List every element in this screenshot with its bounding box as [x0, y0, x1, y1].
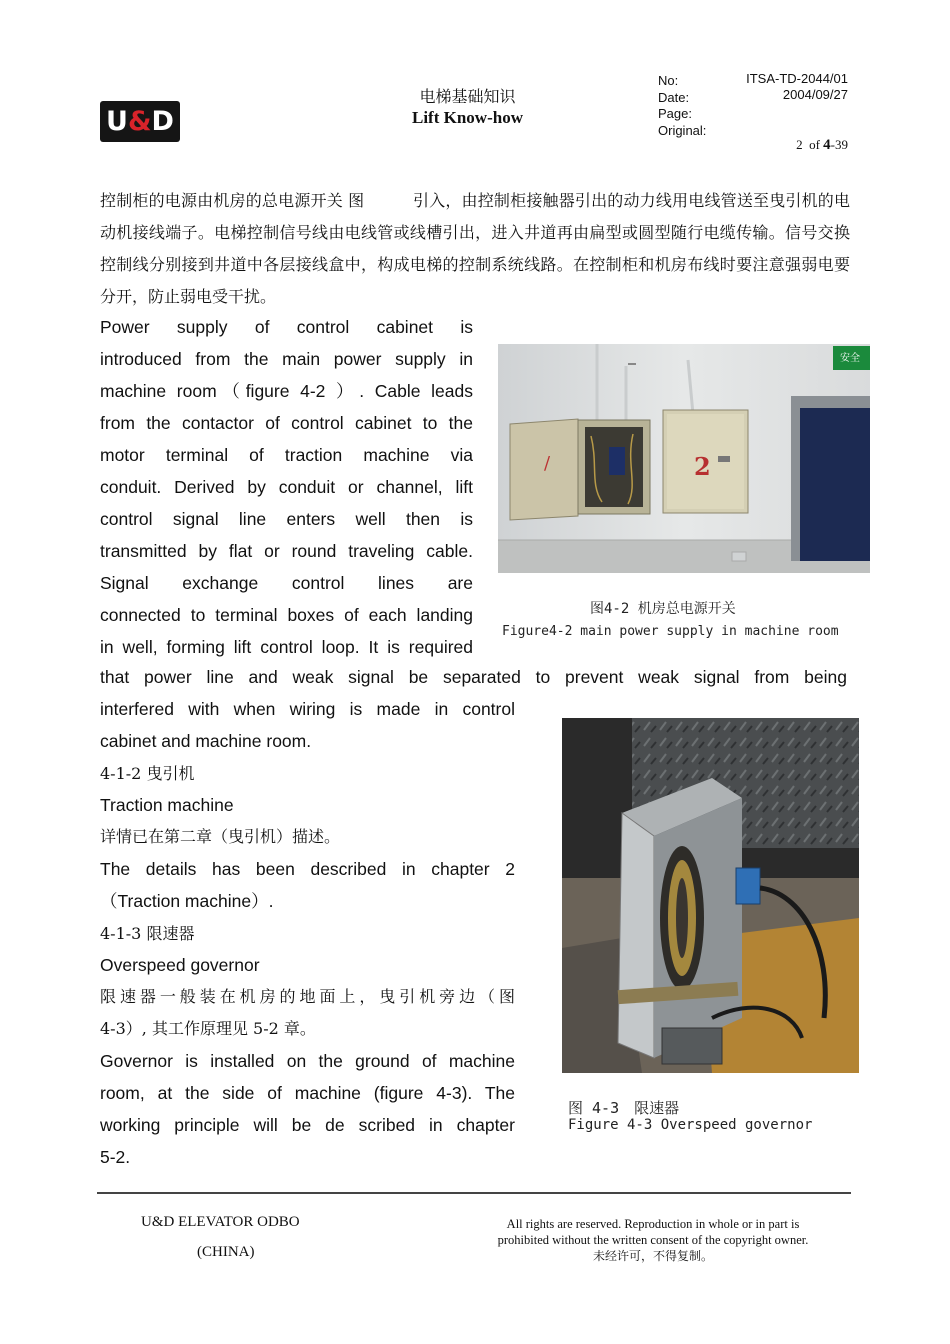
para-line: interfered with when wiring is made in control: [100, 699, 515, 719]
para-line: conduit. Derived by conduit or channel, lift: [100, 477, 473, 497]
copyright-line-2: prohibited without the written consent of the copyright owner.: [497, 1233, 809, 1247]
company-logo: [100, 101, 180, 142]
section-4-1-2-heading-cn: 4-1-2 曳引机: [100, 764, 195, 783]
para-line: in well, forming lift control loop. It is required: [100, 637, 473, 657]
header-meta-values: [700, 71, 848, 103]
header-title-cn: 电梯基础知识: [419, 87, 516, 106]
governor-paragraph-en: [100, 1045, 515, 1141]
section-4-1-2-desc-cn: 详情已在第二章（曳引机）描述。: [100, 827, 341, 846]
page-indicator: [700, 137, 848, 154]
figure-4-2-photo: [498, 344, 870, 573]
overspeed-governor-illustration: [562, 718, 859, 1073]
para-line: introduced from the main power supply in: [100, 349, 473, 369]
para-line: room, at the side of machine (figure 4-3). The: [100, 1083, 515, 1103]
section-4-1-3-desc-cn: 限速器一般装在机房的地面上，曳引机旁边（图: [100, 987, 515, 1006]
section-4-1-2-heading-en: Traction machine: [100, 795, 234, 815]
doc-date: 2004/09/27: [782, 87, 848, 102]
footer-divider: [97, 1192, 851, 1194]
para-line: connected to terminal boxes of each landing: [100, 605, 473, 625]
cabinet-number: 2: [694, 452, 711, 481]
para-line: control signal line enters well then is: [100, 509, 473, 529]
intro-paragraph-en: [100, 311, 473, 663]
label-date: Date:: [658, 89, 690, 105]
figure-4-2-caption-cn: 图4-2 机房总电源开关: [590, 601, 736, 617]
page-total: -39: [830, 137, 848, 152]
section-4-1-3-desc-cn-2: 4-3）, 其工作原理见 5-2 章。: [100, 1019, 316, 1038]
footer-company: U&D ELEVATOR ODBO: [141, 1214, 300, 1230]
para-line: transmitted by flat or round traveling cable.: [100, 541, 473, 561]
para-line: Power supply of control cabinet is: [100, 317, 473, 337]
section-4-1-3-heading-cn: 4-1-3 限速器: [100, 924, 195, 943]
header-title-en: Lift Know-how: [412, 108, 523, 127]
para-line: working principle will be de scribed in chapter: [100, 1115, 515, 1135]
figure-4-3-caption-en: Figure 4-3 Overspeed governor: [568, 1117, 813, 1133]
label-page: Page:: [658, 106, 692, 121]
logo-letter-d: D: [151, 106, 174, 137]
label-no: No:: [658, 73, 679, 88]
label-original: Original:: [658, 122, 707, 138]
para-line: 5-2.: [100, 1147, 131, 1167]
footer-copyright: [462, 1216, 844, 1264]
figure-4-2-caption-en: Figure4-2 main power supply in machine room: [502, 624, 839, 639]
footer-country: (CHINA): [197, 1244, 255, 1260]
section-4-1-2-desc-en: The details has been described in chapter 2: [100, 859, 515, 879]
page-chapter: 4: [823, 137, 831, 153]
para-line-wide: that power line and weak signal be separated to prevent weak signal from being: [100, 667, 847, 687]
section-4-1-2-desc-en-2: （Traction machine）.: [100, 891, 274, 911]
figure-4-3-photo: [562, 718, 859, 1073]
para-line: from the contactor of control cabinet to the: [100, 413, 473, 433]
section-4-1-3-heading-en: Overspeed governor: [100, 955, 260, 975]
para-line: cabinet and machine room.: [100, 731, 312, 751]
para-line: Governor is installed on the ground of machine: [100, 1051, 515, 1071]
svg-text:/: /: [544, 453, 551, 474]
doc-number: ITSA-TD-2044/01: [746, 71, 848, 86]
para-line: motor terminal of traction machine via: [100, 445, 473, 465]
page-of: of: [809, 137, 820, 152]
para-line: Signal exchange control lines are: [100, 573, 473, 593]
page-current: 2: [796, 137, 803, 152]
para-line: machine room（figure 4-2 ）. Cable leads: [100, 381, 473, 401]
copyright-line-1: All rights are reserved. Reproduction in whole or in part is: [506, 1217, 800, 1231]
copyright-line-cn: 未经许可，不得复制。: [592, 1249, 713, 1263]
power-supply-illustration: [498, 344, 870, 573]
logo-letter-u: U: [106, 106, 128, 137]
logo-ampersand: &: [127, 106, 152, 137]
intro-paragraph-cn: 控制柜的电源由机房的总电源开关 图 引入，由控制柜接触器引出的动力线用电线管送至曳引机的电动机接线端子。电梯控制信号线由电线管或线槽引出，进入井道再由扁型或圆型随行电缆传输。信号交换控制线分别接到井道中各层接线盒中，构成电梯的控制系统线路。在控制柜和机房布线时要注意强弱电要分开，防止弱电受干扰。: [100, 191, 850, 306]
figure-4-3-caption-cn: 图 4-3 限速器: [568, 1099, 680, 1117]
exit-sign-text: 安全: [840, 353, 860, 364]
